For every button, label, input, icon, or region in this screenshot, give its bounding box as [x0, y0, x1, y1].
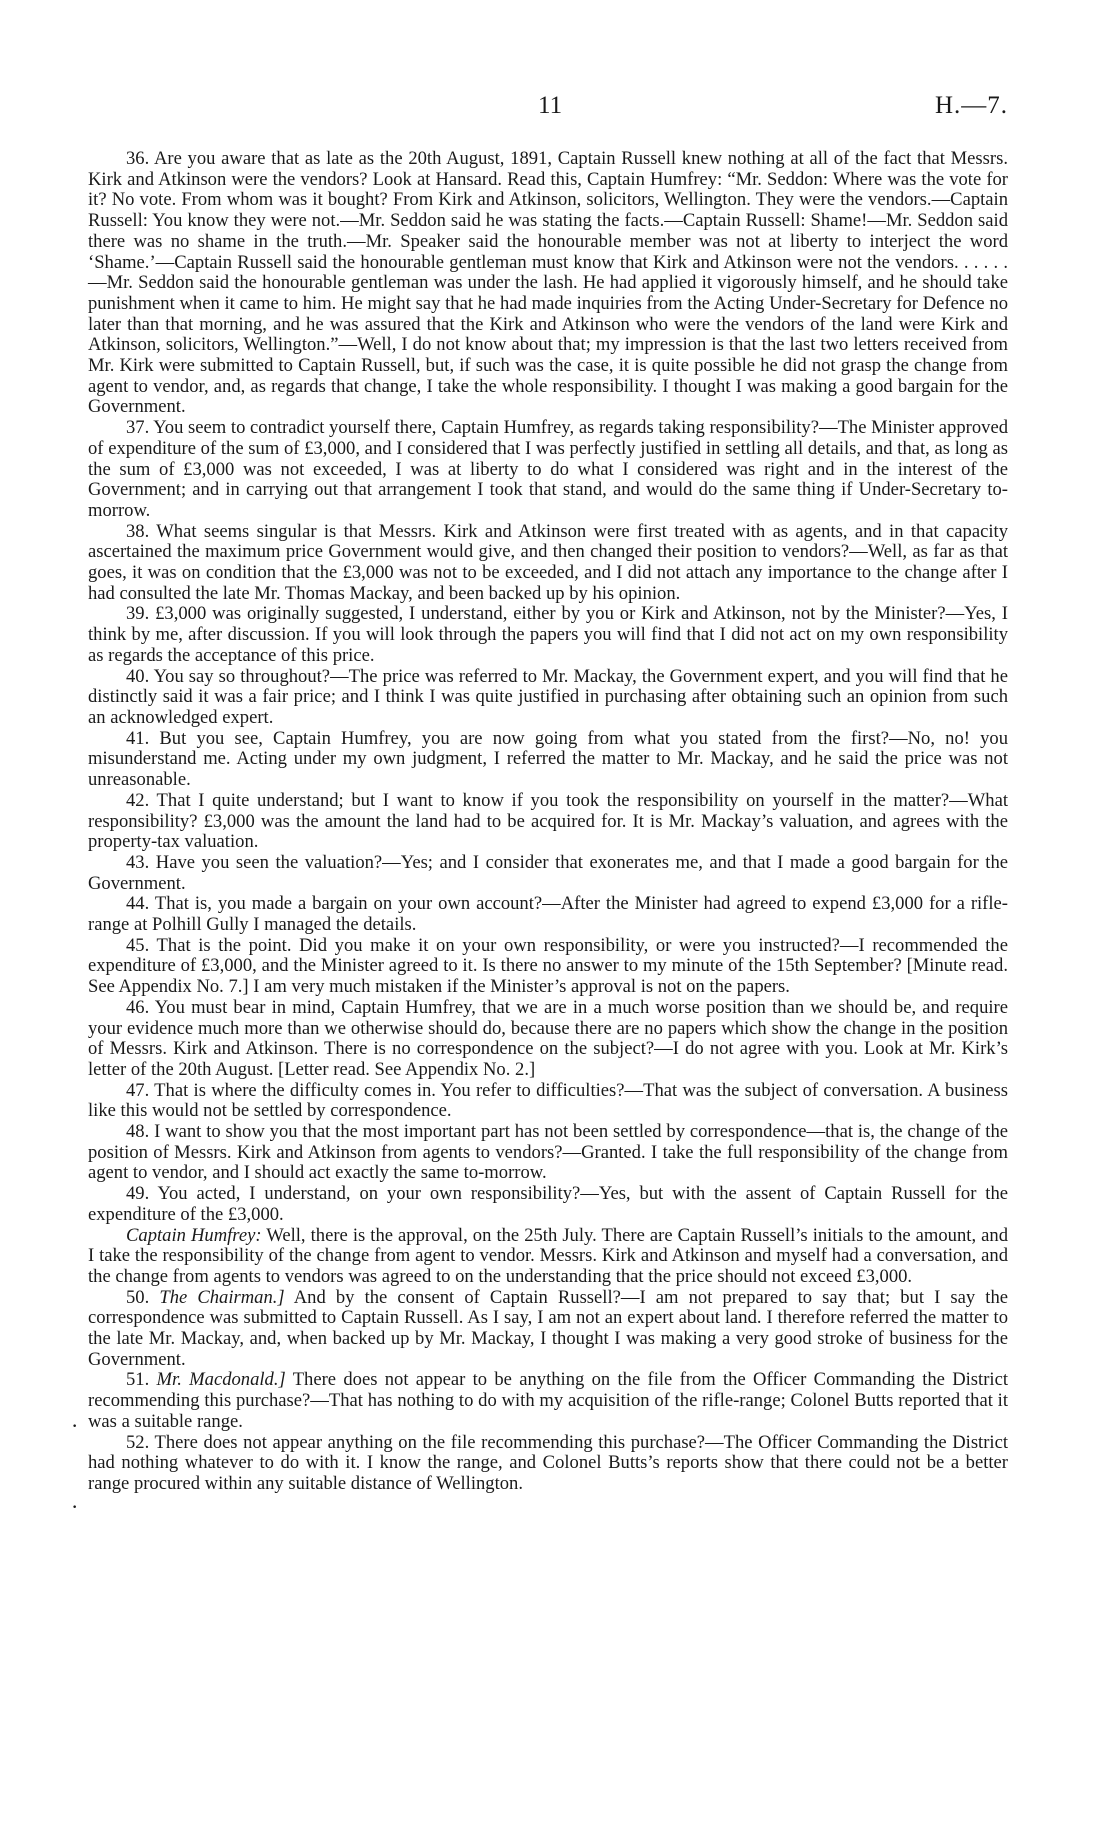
paragraph-36: 36. Are you aware that as late as the 20th August, 1891, Captain Russell knew nothing at all of the fact that Messrs. Kirk and Atkinson were the vendors? Look at Hansard. Read this, Captain Humfrey: “Mr. Seddon: Where was the vote for it? No vote. From whom was it bought? From Kirk and Atkinson, solicitors, Wellington. They were the vendors.—Captain Russell: You know they were not.—Mr. Seddon said he was stating the facts.—Captain Russell: Shame!—Mr. Seddon said there was no shame in the truth.—Mr. Speaker said the honourable member was not at liberty to interject the word ‘Shame.’—Captain Russell said the honourable gentleman must know that Kirk and Atkinson were not the vendors. . . . . .—Mr. Seddon said the honourable gentleman was under the lash. He had applied it vigorously himself, and he should take punishment when it came to him. He might say that he had made inquiries from the Acting Under-Secretary for Defence no later than that morning, and he was assured that the Kirk and Atkinson who were the vendors of the land were Kirk and Atkinson, solicitors, Wellington.”—Well, I do not know about that; my impression is that the last two letters received from Mr. Kirk were submitted to Captain Russell, but, if such was the case, it is quite possible he did not grasp the change from agent to vendor, and, as regards that change, I take the whole responsibility. I thought I was making a good bargain for the Government.	[88, 148, 1008, 418]
evidence-text	[88, 149, 1008, 1495]
paragraph-52: 52. There does not appear anything on the file recommending this purchase?—The Officer Commanding the District had nothing whatever to do with it. I know the range, and Colonel Butts’s reports show that there could not be a better range procured within any suitable distance of Wellington.	[88, 1431, 1008, 1494]
paragraph-51: 51. Mr. Macdonald.] There does not appear to be anything on the file from the Officer Commanding the District recommending this purchase?—That has nothing to do with my acquisition of the rifle-range; Colonel Butts reported that it was a suitable range.	[88, 1369, 1008, 1432]
paragraph-45: 45. That is the point. Did you make it on your own responsibility, or were you instructed?—I recommended the expenditure of £3,000, and the Minister agreed to it. Is there no answer to my minute of the 15th September? [Minute read. See Appendix No. 7.] I am very much mistaken if the Minister’s approval is not on the papers.	[88, 934, 1008, 998]
speaker-label: Mr. Macdonald.]	[156, 1369, 286, 1391]
page-header	[0, 92, 1114, 132]
paragraph-38: 38. What seems singular is that Messrs. Kirk and Atkinson were first treated with as agents, and in that capacity ascertained the maximum price Government would give, and then changed their position to vendors?—Well, as far as that goes, it was on condition that the £3,000 was not to be exceeded, and I did not attach any importance to the change after I had consulted the late Mr. Thomas Mackay, and been backed up by his opinion.	[88, 520, 1008, 604]
speaker-label: Captain Humfrey:	[126, 1224, 262, 1246]
paragraph-48: 48. I want to show you that the most important part has not been settled by correspondence—that is, the change of the position of Messrs. Kirk and Atkinson from agents to vendors?—Granted. I take the full responsibility of the change from agent to vendor, and I should act exactly the same to-morrow.	[88, 1121, 1008, 1184]
paragraph-44: 44. That is, you made a bargain on your own account?—After the Minister had agreed to expend £3,000 for a rifle-range at Polhill Gully I managed the details.	[88, 893, 1008, 936]
paragraph-42: 42. That I quite understand; but I want to know if you took the responsibility on yourself in the matter?—What responsibility? £3,000 was the amount the land had to be acquired for. It is Mr. Mackay’s valuation, and agrees with the property-tax valuation.	[88, 789, 1008, 853]
paragraph-46: 46. You must bear in mind, Captain Humfrey, that we are in a much worse position than we should be, and require your evidence much more than we otherwise should do, because there are no papers which show the change in the position of Messrs. Kirk and Atkinson. There is no correspondence on the subject?—I do not agree with you. Look at Mr. Kirk’s letter of the 20th August. [Letter read. See Appendix No. 2.]	[88, 996, 1008, 1080]
paragraph-humfrey-statement: Captain Humfrey: Well, there is the approval, on the 25th July. There are Captain Russell’s initials to the amount, and I take the responsibility of the change from agent to vendor. Messrs. Kirk and Atkinson and myself had a conversation, and the change from agents to vendors was agreed to on the understanding that the price should not exceed £3,000.	[88, 1224, 1008, 1287]
page-number: 11	[538, 92, 563, 119]
document-reference: H.—7.	[934, 92, 1008, 119]
margin-mark: ·	[71, 1413, 79, 1438]
speaker-label: The Chairman.]	[159, 1286, 285, 1308]
paragraph-43: 43. Have you seen the valuation?—Yes; and I consider that exonerates me, and that I made a good bargain for the Government.	[88, 851, 1008, 894]
paragraph-47: 47. That is where the difficulty comes in. You refer to difficulties?—That was the subject of conversation. A business like this would not be settled by correspondence.	[88, 1079, 1008, 1122]
margin-mark: ·	[71, 1494, 79, 1519]
paragraph-40: 40. You say so throughout?—The price was referred to Mr. Mackay, the Government expert, and you will find that he distinctly said it was a fair price; and I think I was quite justified in purchasing after obtaining such an opinion from such an acknowledged expert.	[88, 665, 1008, 728]
paragraph-39: 39. £3,000 was originally suggested, I understand, either by you or Kirk and Atkinson, not by the Minister?—Yes, I think by me, after discussion. If you will look through the papers you will find that I did not act on my own responsibility as regards the acceptance of this price.	[88, 603, 1008, 666]
paragraph-50: 50. The Chairman.] And by the consent of Captain Russell?—I am not prepared to say that; but I say the correspondence was submitted to Captain Russell. As I say, I am not an expert about land. I therefore referred the matter to the late Mr. Mackay, and, when backed up by Mr. Mackay, I thought I was making a very good stroke of business for the Government.	[88, 1286, 1009, 1370]
paragraph-49: 49. You acted, I understand, on your own responsibility?—Yes, but with the assent of Captain Russell for the expenditure of the £3,000.	[88, 1183, 1008, 1225]
paragraph-37: 37. You seem to contradict yourself there, Captain Humfrey, as regards taking responsibility?—The Minister approved of expenditure of the sum of £3,000, and I considered that I was perfectly justified in settling all details, and that, as long as the sum of £3,000 was not exceeded, I was at liberty to do what I considered was right and in the interest of the Government; and in carrying out that arrangement I took that stand, and would do the same thing if Under-Secretary to-morrow.	[88, 417, 1008, 521]
paragraph-41: 41. But you see, Captain Humfrey, you are now going from what you stated from the first?—No, no! you misunderstand me. Acting under my own judgment, I referred the matter to Mr. Mackay, and he said the price was not unreasonable.	[88, 727, 1008, 791]
